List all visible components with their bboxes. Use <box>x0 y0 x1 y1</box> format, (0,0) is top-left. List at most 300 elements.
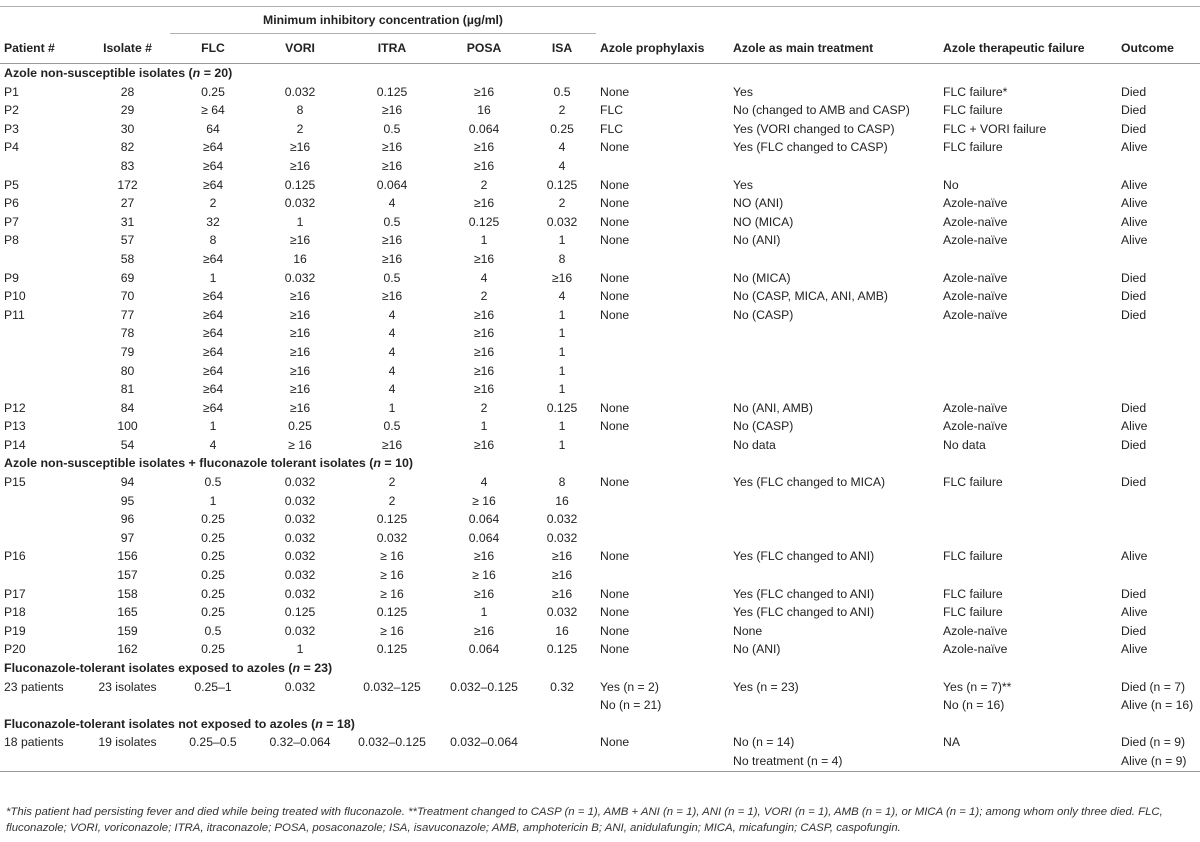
cell-itra: 4 <box>388 196 396 211</box>
table-row <box>0 603 1200 622</box>
col-itra: ITRA <box>344 34 440 64</box>
cell-itra: ≥ 16 <box>380 568 404 583</box>
cell-isa: 1 <box>558 382 566 397</box>
table-row <box>0 120 1200 139</box>
cell-patient <box>0 343 85 362</box>
cell-itra: 0.5 <box>383 419 401 434</box>
cell-isolate <box>85 752 170 771</box>
cell-isolate: 81 <box>120 382 135 397</box>
cell-main-treatment: Yes <box>733 84 753 99</box>
cell-flc: ≥64 <box>202 344 224 359</box>
cell-isa: 0.032 <box>546 214 578 229</box>
cell-isolate: 162 <box>117 642 138 657</box>
cell-isa: 0.25 <box>550 121 574 136</box>
cell-outcome <box>1117 250 1200 269</box>
cell-posa <box>440 752 528 771</box>
cell-isolate: 80 <box>120 363 135 378</box>
col-posa: POSA <box>440 34 528 64</box>
cell-itra: 4 <box>388 382 396 397</box>
cell-isolate: 156 <box>117 549 138 564</box>
cell-posa: 0.125 <box>468 214 500 229</box>
cell-isolate <box>85 696 170 715</box>
cell-patient <box>0 696 85 715</box>
section-header <box>0 454 1200 473</box>
cell-vori: 0.125 <box>284 605 316 620</box>
cell-isolate: 159 <box>117 623 138 638</box>
cell-patient: P5 <box>4 177 19 192</box>
cell-main-treatment: None <box>733 623 763 638</box>
cell-flc: 64 <box>206 121 220 136</box>
cell-isolate: 57 <box>120 233 135 248</box>
section-header <box>0 64 1200 83</box>
cell-posa: ≥16 <box>473 140 495 155</box>
cell-isolate: 95 <box>120 493 135 508</box>
table-row <box>0 436 1200 455</box>
cell-posa: ≥16 <box>473 586 495 601</box>
cell-main-treatment: No (CASP) <box>733 419 794 434</box>
table-row <box>0 585 1200 604</box>
cell-itra: 0.032 <box>376 530 408 545</box>
col-outcome: Outcome <box>1117 34 1200 64</box>
section-title: Azole non-susceptible isolates + fluconazole tolerant isolates (n = 10) <box>4 456 414 471</box>
cell-isolate: 31 <box>120 214 135 229</box>
cell-prophylaxis <box>596 324 729 343</box>
cell-patient: P16 <box>4 549 26 564</box>
cell-isolate: 70 <box>120 289 135 304</box>
cell-isa: ≥16 <box>551 270 573 285</box>
section-header <box>0 715 1200 734</box>
cell-patient <box>0 250 85 269</box>
cell-isolate: 28 <box>120 84 135 99</box>
cell-isa: 0.032 <box>546 605 578 620</box>
cell-vori: ≥16 <box>289 289 311 304</box>
cell-prophylaxis: None <box>600 586 630 601</box>
cell-main-treatment <box>729 492 939 511</box>
cell-flc: ≥64 <box>202 363 224 378</box>
cell-patient <box>0 529 85 548</box>
cell-flc: ≥64 <box>202 382 224 397</box>
cell-prophylaxis: FLC <box>600 103 624 118</box>
cell-outcome: Died <box>1121 270 1147 285</box>
cell-prophylaxis <box>596 436 729 455</box>
cell-posa: ≥ 16 <box>472 493 496 508</box>
table-row <box>0 269 1200 288</box>
cell-main-treatment <box>729 324 939 343</box>
cell-main-treatment: No (ANI) <box>733 642 781 657</box>
cell-therapeutic-failure: FLC failure <box>943 103 1003 118</box>
cell-prophylaxis <box>596 380 729 399</box>
cell-therapeutic-failure: FLC failure <box>943 140 1003 155</box>
cell-vori: 0.032 <box>284 475 316 490</box>
table-row <box>0 733 1200 752</box>
cell-vori: ≥16 <box>289 307 311 322</box>
cell-main-treatment <box>729 566 939 585</box>
cell-patient: P13 <box>4 419 26 434</box>
cell-flc: 1 <box>209 493 217 508</box>
table-row <box>0 213 1200 232</box>
cell-therapeutic-failure: Azole-naïve <box>943 233 1008 248</box>
cell-prophylaxis: None <box>600 84 630 99</box>
cell-prophylaxis: None <box>600 419 630 434</box>
cell-itra: 2 <box>388 475 396 490</box>
cell-flc: ≥64 <box>202 307 224 322</box>
cell-patient <box>0 362 85 381</box>
cell-itra <box>344 696 440 715</box>
cell-itra: ≥16 <box>381 233 403 248</box>
cell-outcome: Died <box>1121 84 1147 99</box>
cell-posa: ≥16 <box>473 549 495 564</box>
cell-main-treatment: NO (MICA) <box>733 214 794 229</box>
cell-vori: 0.032 <box>284 549 316 564</box>
cell-therapeutic-failure: FLC failure* <box>943 84 1008 99</box>
section-count: 18 <box>336 716 351 731</box>
cell-therapeutic-failure: Azole-naïve <box>943 214 1008 229</box>
cell-itra: ≥16 <box>381 158 403 173</box>
cell-main-treatment: No (changed to AMB and CASP) <box>733 103 910 118</box>
cell-outcome <box>1117 492 1200 511</box>
table-row <box>0 362 1200 381</box>
cell-therapeutic-failure: NA <box>943 735 960 750</box>
cell-outcome: Died <box>1121 121 1147 136</box>
cell-itra: ≥16 <box>381 289 403 304</box>
cell-isolate: 29 <box>120 103 135 118</box>
table-header <box>0 7 1200 64</box>
cell-patient: P3 <box>4 121 19 136</box>
cell-vori: 8 <box>296 103 304 118</box>
cell-therapeutic-failure <box>939 510 1117 529</box>
cell-outcome: Died <box>1121 475 1147 490</box>
cell-therapeutic-failure: Azole-naïve <box>943 400 1008 415</box>
cell-itra: ≥16 <box>381 437 403 452</box>
cell-prophylaxis <box>596 752 729 771</box>
mic-group-header: Minimum inhibitory concentration (µg/ml) <box>170 7 596 34</box>
cell-itra: 0.5 <box>383 270 401 285</box>
cell-therapeutic-failure: Azole-naïve <box>943 270 1008 285</box>
section-count: 10 <box>395 456 409 471</box>
cell-prophylaxis: None <box>600 214 630 229</box>
cell-vori: ≥16 <box>289 158 311 173</box>
cell-therapeutic-failure <box>939 362 1117 381</box>
cell-posa: 1 <box>480 605 488 620</box>
cell-flc: ≥64 <box>202 158 224 173</box>
cell-flc: 1 <box>209 419 217 434</box>
table-row <box>0 324 1200 343</box>
cell-therapeutic-failure: Azole-naïve <box>943 419 1008 434</box>
cell-main-treatment: Yes (n = 23) <box>733 679 799 694</box>
cell-therapeutic-failure: FLC + VORI failure <box>943 121 1047 136</box>
cell-prophylaxis: None <box>600 475 630 490</box>
cell-main-treatment <box>729 696 939 715</box>
cell-vori: ≥16 <box>289 233 311 248</box>
cell-flc <box>170 696 256 715</box>
cell-isa: 0.32 <box>550 679 574 694</box>
cell-main-treatment: Yes <box>733 177 753 192</box>
cell-outcome <box>1117 343 1200 362</box>
cell-outcome: Alive <box>1121 196 1148 211</box>
table-row <box>0 399 1200 418</box>
cell-patient: 23 patients <box>4 679 64 694</box>
mic-table <box>0 6 1200 772</box>
cell-itra: ≥16 <box>381 140 403 155</box>
cell-itra: 4 <box>388 326 396 341</box>
cell-therapeutic-failure <box>939 157 1117 176</box>
cell-flc: ≥64 <box>202 326 224 341</box>
cell-posa: 0.032–0.125 <box>450 679 518 694</box>
cell-outcome: Alive <box>1121 214 1148 229</box>
cell-flc: 32 <box>206 214 220 229</box>
cell-main-treatment <box>729 362 939 381</box>
cell-vori: 0.032 <box>284 586 316 601</box>
cell-patient: P19 <box>4 623 26 638</box>
cell-posa: 0.064 <box>468 512 500 527</box>
cell-patient: P12 <box>4 400 26 415</box>
cell-isa: 2 <box>558 196 566 211</box>
cell-flc: 0.25 <box>201 549 225 564</box>
cell-itra: 1 <box>388 400 396 415</box>
cell-itra: 0.125 <box>376 512 408 527</box>
cell-vori: ≥16 <box>289 363 311 378</box>
cell-patient: P1 <box>4 84 19 99</box>
cell-vori: 2 <box>296 121 304 136</box>
cell-patient <box>0 510 85 529</box>
table-row <box>0 101 1200 120</box>
cell-prophylaxis: None <box>600 289 630 304</box>
cell-main-treatment: Yes (FLC changed to MICA) <box>733 475 886 490</box>
cell-therapeutic-failure <box>939 343 1117 362</box>
cell-therapeutic-failure: No data <box>943 437 986 452</box>
table-body <box>0 64 1200 772</box>
cell-flc: 1 <box>209 270 217 285</box>
cell-patient: P17 <box>4 586 26 601</box>
table-row <box>0 510 1200 529</box>
cell-outcome: Died (n = 7) <box>1121 679 1186 694</box>
cell-patient: P7 <box>4 214 19 229</box>
table-row <box>0 194 1200 213</box>
cell-outcome: Died (n = 9) <box>1121 735 1186 750</box>
cell-flc: 8 <box>209 233 217 248</box>
cell-isa: 4 <box>558 289 566 304</box>
cell-vori: 0.25 <box>288 419 312 434</box>
section-title-text: Azole non-susceptible isolates <box>4 66 186 80</box>
cell-main-treatment <box>729 250 939 269</box>
cell-flc: 0.25 <box>201 605 225 620</box>
cell-isolate: 82 <box>120 140 135 155</box>
cell-main-treatment: No data <box>733 437 776 452</box>
cell-itra: 0.064 <box>376 177 408 192</box>
cell-flc: 4 <box>209 437 217 452</box>
cell-vori: ≥16 <box>289 140 311 155</box>
cell-isolate: 30 <box>120 121 135 136</box>
cell-vori: ≥ 16 <box>288 437 312 452</box>
cell-therapeutic-failure <box>939 529 1117 548</box>
table-row <box>0 529 1200 548</box>
cell-isa: 0.125 <box>546 400 578 415</box>
cell-therapeutic-failure: Azole-naïve <box>943 289 1008 304</box>
cell-isolate: 100 <box>117 419 138 434</box>
cell-prophylaxis: FLC <box>600 121 624 136</box>
cell-vori: ≥16 <box>289 326 311 341</box>
cell-itra: 0.032–125 <box>363 679 421 694</box>
cell-posa: 2 <box>480 400 488 415</box>
table-row <box>0 696 1200 715</box>
cell-itra: 0.5 <box>383 121 401 136</box>
cell-main-treatment <box>729 529 939 548</box>
cell-isa <box>528 752 596 771</box>
cell-posa: 4 <box>480 270 488 285</box>
cell-posa: ≥16 <box>473 437 495 452</box>
cell-itra: 4 <box>388 344 396 359</box>
cell-isa: 16 <box>555 493 569 508</box>
cell-posa: ≥16 <box>473 307 495 322</box>
cell-therapeutic-failure: No <box>943 177 959 192</box>
section-title: Azole non-susceptible isolates (n = 20) <box>4 66 233 80</box>
cell-isa: 1 <box>558 363 566 378</box>
cell-prophylaxis <box>596 510 729 529</box>
cell-isa <box>528 696 596 715</box>
cell-outcome: Alive (n = 16) <box>1121 698 1194 713</box>
cell-outcome: Alive <box>1121 549 1148 564</box>
table-footnote: *This patient had persisting fever and died while being treated with fluconazole. **Treatment changed to CASP (n = 1), AMB + ANI (n = 1), ANI (n = 1), VORI (n = 1), AMB (n = 1), or MICA (n = 1); among whom only three died. FLC, fluconazole; VORI, voriconazole; ITRA, itraconazole; POSA, posaconazole; ISA, isavuconazole; AMB, amphotericin B; ANI, anidulafungin; MICA, micafungin; CASP, caspofungin. <box>6 806 1163 834</box>
cell-isa: 8 <box>558 475 566 490</box>
cell-isolate: 54 <box>120 437 135 452</box>
cell-posa: ≥16 <box>473 158 495 173</box>
cell-flc: ≥64 <box>202 140 224 155</box>
cell-flc: 0.25 <box>201 512 225 527</box>
table-row <box>0 547 1200 566</box>
section-title-text: Fluconazole-tolerant isolates not exposed to azoles <box>4 716 308 731</box>
cell-posa: ≥16 <box>473 84 495 99</box>
table-row <box>0 138 1200 157</box>
cell-posa: ≥16 <box>473 326 495 341</box>
cell-patient: P8 <box>4 233 19 248</box>
cell-isa: ≥16 <box>551 549 573 564</box>
cell-isa: 0.125 <box>546 177 578 192</box>
cell-isolate: 78 <box>120 326 135 341</box>
section-header <box>0 659 1200 678</box>
cell-flc: 0.25–1 <box>194 679 232 694</box>
cell-itra: 0.125 <box>376 605 408 620</box>
cell-outcome <box>1117 510 1200 529</box>
cell-isa <box>528 733 596 752</box>
cell-main-treatment: No (n = 14) <box>733 735 795 750</box>
cell-flc: 0.5 <box>204 623 222 638</box>
cell-flc: 0.25 <box>201 84 225 99</box>
cell-vori: 0.032 <box>284 623 316 638</box>
cell-outcome: Died <box>1121 586 1147 601</box>
cell-main-treatment <box>729 157 939 176</box>
col-isa: ISA <box>528 34 596 64</box>
table-row <box>0 492 1200 511</box>
cell-isa: 16 <box>555 623 569 638</box>
cell-isolate: 83 <box>120 158 135 173</box>
cell-flc: ≥64 <box>202 177 224 192</box>
col-azole-main-treatment: Azole as main treatment <box>729 34 939 64</box>
cell-isolate: 23 isolates <box>98 679 157 694</box>
table-row <box>0 417 1200 436</box>
table-row <box>0 622 1200 641</box>
cell-main-treatment: Yes (FLC changed to ANI) <box>733 586 875 601</box>
cell-itra <box>344 752 440 771</box>
cell-flc: 0.25 <box>201 530 225 545</box>
cell-isa: 0.032 <box>546 512 578 527</box>
cell-flc: 0.25–0.5 <box>189 735 237 750</box>
cell-posa: ≥16 <box>473 363 495 378</box>
cell-vori: ≥16 <box>289 382 311 397</box>
cell-prophylaxis: None <box>600 623 630 638</box>
cell-vori: 16 <box>293 251 307 266</box>
table-row <box>0 640 1200 659</box>
cell-isa: 1 <box>558 344 566 359</box>
cell-main-treatment: No (CASP) <box>733 307 794 322</box>
cell-isolate: 97 <box>120 530 135 545</box>
cell-itra: 0.125 <box>376 84 408 99</box>
cell-therapeutic-failure <box>939 752 1117 771</box>
table-row <box>0 678 1200 697</box>
cell-therapeutic-failure <box>939 324 1117 343</box>
cell-prophylaxis: None <box>600 140 630 155</box>
section-count: 23 <box>314 661 328 675</box>
cell-posa: ≥ 16 <box>472 568 496 583</box>
cell-posa: ≥16 <box>473 251 495 266</box>
cell-vori: ≥16 <box>289 344 311 359</box>
cell-therapeutic-failure <box>939 492 1117 511</box>
cell-prophylaxis: No (n = 21) <box>600 698 662 713</box>
cell-main-treatment: Yes (VORI changed to CASP) <box>733 121 895 136</box>
cell-posa: 16 <box>477 103 491 118</box>
cell-patient: P4 <box>4 140 19 155</box>
cell-prophylaxis: None <box>600 270 630 285</box>
cell-posa: 1 <box>480 233 488 248</box>
cell-flc: 0.5 <box>204 475 222 490</box>
cell-vori: 1 <box>296 642 304 657</box>
cell-outcome: Died <box>1121 289 1147 304</box>
cell-main-treatment: No (ANI) <box>733 233 781 248</box>
cell-posa: 0.064 <box>468 642 500 657</box>
cell-prophylaxis: None <box>600 400 630 415</box>
cell-patient: P6 <box>4 196 19 211</box>
cell-prophylaxis: None <box>600 642 630 657</box>
cell-posa: 2 <box>480 177 488 192</box>
cell-isolate: 165 <box>117 605 138 620</box>
col-azole-prophylaxis: Azole prophylaxis <box>596 34 729 64</box>
cell-patient: P18 <box>4 605 26 620</box>
cell-therapeutic-failure: No (n = 16) <box>943 698 1005 713</box>
cell-flc <box>170 752 256 771</box>
cell-prophylaxis: None <box>600 307 630 322</box>
cell-vori: 0.032 <box>284 568 316 583</box>
cell-outcome <box>1117 529 1200 548</box>
cell-patient <box>0 752 85 771</box>
cell-patient <box>0 157 85 176</box>
table-row <box>0 380 1200 399</box>
cell-main-treatment: Yes (FLC changed to CASP) <box>733 140 888 155</box>
cell-isolate: 94 <box>120 475 135 490</box>
cell-prophylaxis <box>596 362 729 381</box>
cell-posa <box>440 696 528 715</box>
cell-flc: ≥ 64 <box>201 103 225 118</box>
section-title: Fluconazole-tolerant isolates exposed to azoles (n = 23) <box>4 661 333 675</box>
cell-isolate: 77 <box>120 307 135 322</box>
cell-prophylaxis: Yes (n = 2) <box>600 679 659 694</box>
cell-posa: ≥16 <box>473 344 495 359</box>
cell-itra: 4 <box>388 307 396 322</box>
cell-main-treatment <box>729 380 939 399</box>
cell-vori: 0.032 <box>284 84 316 99</box>
cell-patient: P10 <box>4 289 26 304</box>
cell-isolate: 96 <box>120 512 135 527</box>
cell-posa: 0.032–0.064 <box>450 735 518 750</box>
cell-patient <box>0 566 85 585</box>
